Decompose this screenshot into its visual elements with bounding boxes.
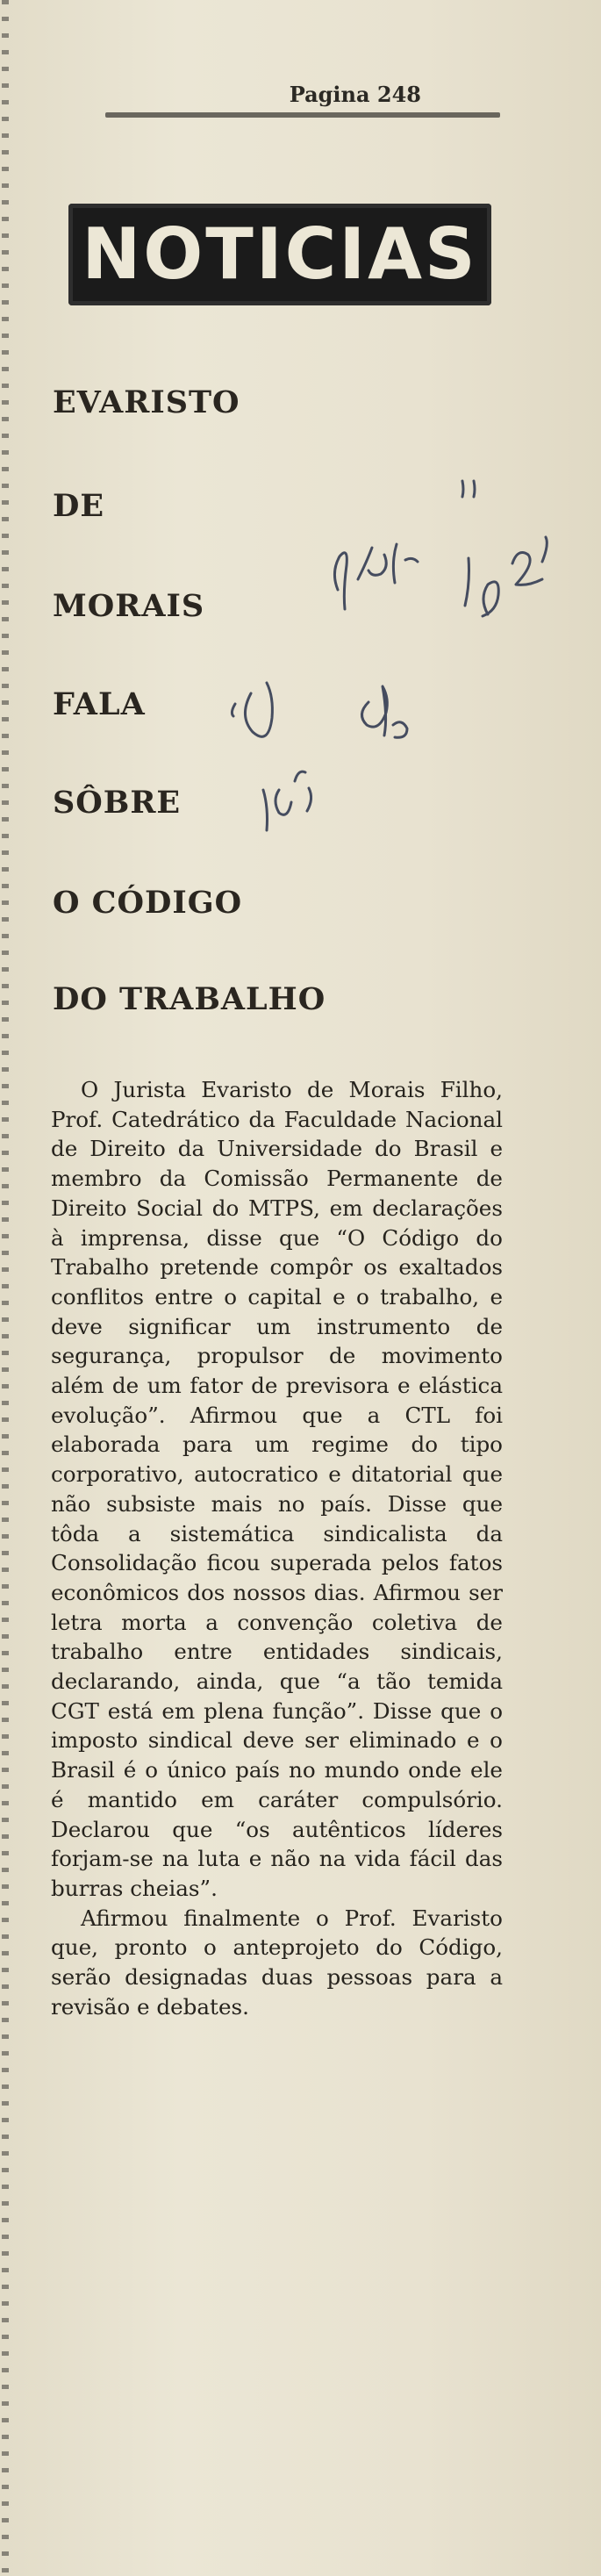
article-paragraph-1: O Jurista Evaristo de Morais Filho, Prof. Catedrático da Faculdade Nacional de Direito da Universidade do Brasil e membro da Comissão Permanente de Direito Social do MTPS, em declarações à imprensa, disse que “O Código do Trabalho pretende compôr os exaltados conflitos entre o capital e o trabalho, e deve significar um instrumento de segurança, propulsor de movimento além de um fator de previsora e elástica evolução”. Afirmou que a CTL foi elaborada para um regime do tipo corporativo, autocratico e ditatorial que não subsiste mais no país. Disse que tôda a sistemática sindicalista da Consolidação ficou superada pelos fatos econômicos dos nossos dias. Afirmou ser letra morta a convenção coletiva de trabalho entre entidades sindicais, declarando, ainda, que “a tão temida CGT está em plena função”. Disse que o imposto sindical deve ser eliminado e o Brasil é o único país no mundo onde ele é mantido em caráter compulsório. Declarou que “os autênticos líderes forjam-se na luta e não na vida fácil das burras cheias”.	[51, 1077, 503, 1901]
page-number-label: Pagina 248	[289, 82, 421, 107]
article-paragraph-2: Afirmou finalmente o Prof. Evaristo que, pronto o anteprojeto do Código, serão designadas duas pessoas para a revisão e debates.	[51, 1905, 503, 2020]
headline-line-1: EVARISTO	[53, 384, 240, 420]
headline-line-7: DO TRABALHO	[53, 981, 326, 1017]
section-masthead	[68, 204, 491, 305]
header-rule	[105, 112, 500, 118]
headline-line-5: SÔBRE	[53, 785, 182, 821]
headline-line-4: FALA	[53, 686, 146, 722]
article-body	[51, 1075, 503, 2022]
binder-perforation-edge	[2, 0, 9, 2576]
headline-line-6: O CÓDIGO	[53, 885, 243, 921]
headline-line-2: DE	[53, 488, 105, 524]
headline-line-3: MORAIS	[53, 588, 205, 624]
masthead-title: NOTICIAS	[82, 213, 478, 295]
